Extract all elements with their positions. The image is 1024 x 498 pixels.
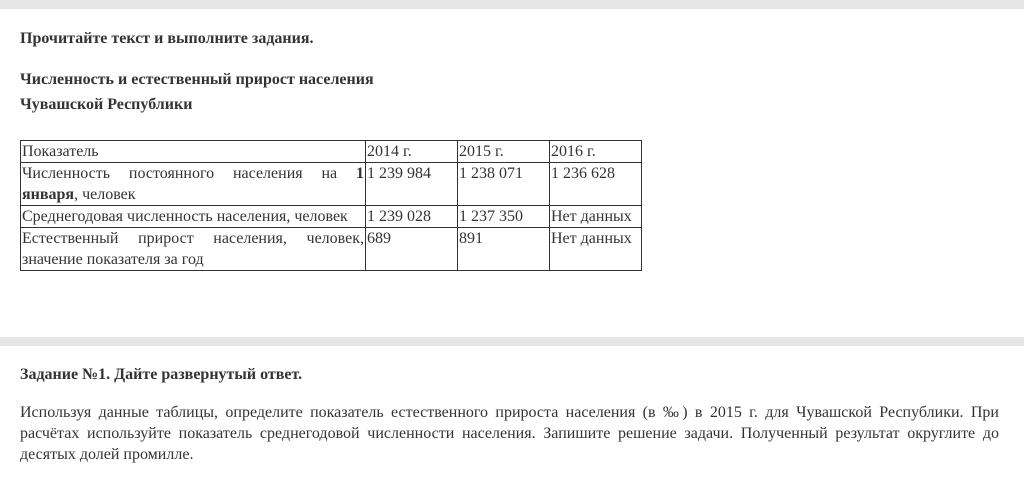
cell-2015: 1 238 071 — [458, 163, 550, 206]
population-table — [20, 140, 642, 271]
cell-2014: 1 239 984 — [366, 163, 458, 206]
cell-2016: Нет данных — [550, 228, 642, 271]
table-row — [21, 163, 642, 206]
task-title: Задание №1. Дайте развернутый ответ. — [20, 366, 303, 383]
header-cell-2015: 2015 г. — [458, 141, 550, 163]
row-label-natural-increase: Естественный прирост населения, человек, значение показателя за год — [21, 228, 366, 271]
section-divider-band — [0, 337, 1024, 346]
top-divider-band — [0, 0, 1024, 9]
cell-2016: Нет данных — [550, 206, 642, 228]
cell-2014: 1 239 028 — [366, 206, 458, 228]
row-label-text: Численность постоянного населения на — [22, 165, 356, 182]
table-row — [21, 206, 642, 228]
header-cell-indicator: Показатель — [21, 141, 366, 163]
row-label-suffix: , человек — [74, 186, 136, 203]
header-cell-2014: 2014 г. — [366, 141, 458, 163]
table-header-row — [21, 141, 642, 163]
table-row — [21, 228, 642, 271]
cell-2014: 689 — [366, 228, 458, 271]
header-cell-2016: 2016 г. — [550, 141, 642, 163]
table-title-line2: Чувашской Республики — [20, 96, 193, 113]
instruction-text: Прочитайте текст и выполните задания. — [20, 30, 314, 47]
cell-2016: 1 236 628 — [550, 163, 642, 206]
row-label-bold: 1 января — [22, 165, 364, 203]
row-label-average-population: Среднегодовая численность населения, человек — [21, 206, 366, 228]
cell-2015: 891 — [458, 228, 550, 271]
table-title-line1: Численность и естественный прирост населения — [20, 71, 374, 88]
cell-2015: 1 237 350 — [458, 206, 550, 228]
task-text: Используя данные таблицы, определите показатель естественного прироста населения (в ‰) в 2015 г. для Чувашской Республики. При расчётах используйте показатель среднегодовой численности населения. Запишите решение задачи. Полученный результат округлите до десятых долей промилле. — [20, 404, 999, 463]
row-label-permanent-population — [21, 163, 366, 206]
table-title — [20, 67, 620, 117]
